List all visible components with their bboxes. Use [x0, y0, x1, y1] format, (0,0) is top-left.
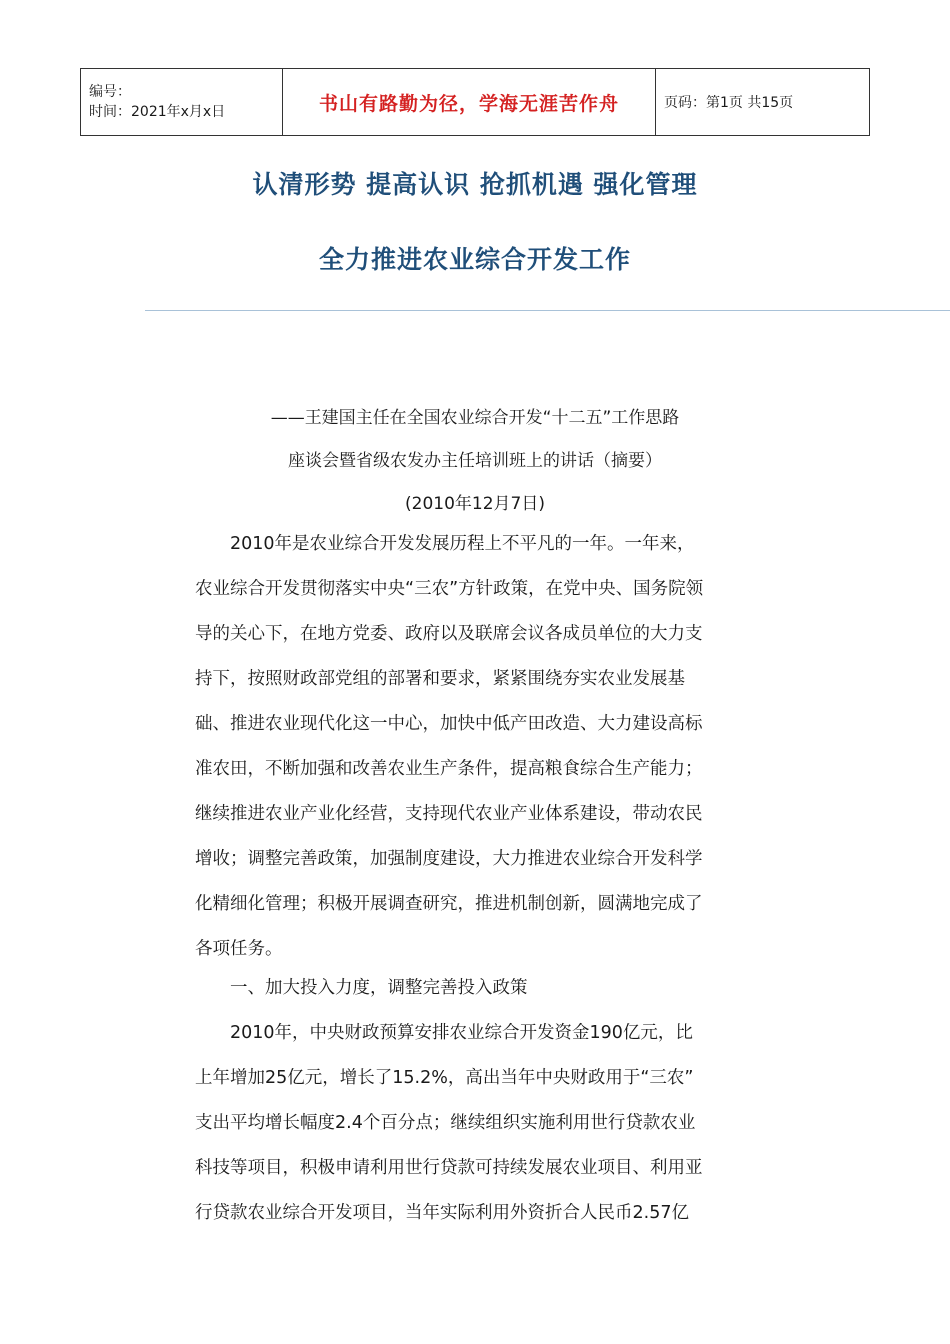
paragraph-line: 科技等项目，积极申请利用世行贷款可持续发展农业项目、利用亚 — [195, 1158, 703, 1178]
paragraph-line: 持下，按照财政部党组的部署和要求，紧紧围绕夯实农业发展基 — [195, 669, 685, 689]
paragraph-line: 增收；调整完善政策，加强制度建设，大力推进农业综合开发科学 — [195, 849, 703, 869]
speech-subtitle-line-2: 座谈会暨省级农发办主任培训班上的讲话（摘要） — [288, 451, 662, 471]
speech-subtitle-line-1: ——王建国主任在全国农业综合开发“十二五”工作思路 — [270, 408, 680, 428]
document-title-line-1: 认清形势 提高认识 抢抓机遇 强化管理 — [252, 170, 698, 199]
paragraph-line: 2010年是农业综合开发发展历程上不平凡的一年。一年来， — [195, 534, 695, 554]
paragraph-line: 2010年，中央财政预算安排农业综合开发资金190亿元，比 — [195, 1023, 693, 1043]
body-paragraph-1 — [195, 522, 755, 972]
speech-date: (2010年12月7日) — [405, 494, 545, 514]
paragraph-line: 化精细化管理；积极开展调查研究，推进机制创新，圆满地完成了 — [195, 894, 703, 914]
paragraph-line: 继续推进农业产业化经营，支持现代农业产业体系建设，带动农民 — [195, 804, 703, 824]
paragraph-line: 导的关心下，在地方党委、政府以及联席会议各成员单位的大力支 — [195, 624, 703, 644]
paragraph-line: 础、推进农业现代化这一中心，加快中低产田改造、大力建设高标 — [195, 714, 703, 734]
section-heading-text: 一、加大投入力度，调整完善投入政策 — [195, 978, 528, 998]
document-number-label: 编号： — [89, 84, 131, 100]
header-motto: 书山有路勤为径，学海无涯苦作舟 — [283, 69, 656, 136]
paragraph-line: 农业综合开发贯彻落实中央“三农”方针政策，在党中央、国务院领 — [195, 579, 704, 599]
paragraph-line: 支出平均增长幅度2.4个百分点；继续组织实施利用世行贷款农业 — [195, 1113, 696, 1133]
paragraph-line: 行贷款农业综合开发项目，当年实际利用外资折合人民币2.57亿 — [195, 1203, 689, 1223]
document-date-label: 时间：2021年x月x日 — [89, 104, 226, 120]
paragraph-line: 上年增加25亿元，增长了15.2%，高出当年中央财政用于“三农” — [195, 1068, 694, 1088]
header-page-info: 页码：第1页 共15页 — [656, 69, 870, 136]
title-divider — [145, 310, 950, 311]
section-1-heading — [195, 966, 755, 1011]
paragraph-line: 各项任务。 — [195, 939, 283, 959]
document-header-table — [80, 68, 870, 136]
header-meta-cell — [81, 69, 283, 136]
paragraph-line: 准农田，不断加强和改善农业生产条件，提高粮食综合生产能力； — [195, 759, 703, 779]
document-title-line-2: 全力推进农业综合开发工作 — [318, 245, 631, 274]
body-paragraph-2 — [195, 1011, 755, 1236]
